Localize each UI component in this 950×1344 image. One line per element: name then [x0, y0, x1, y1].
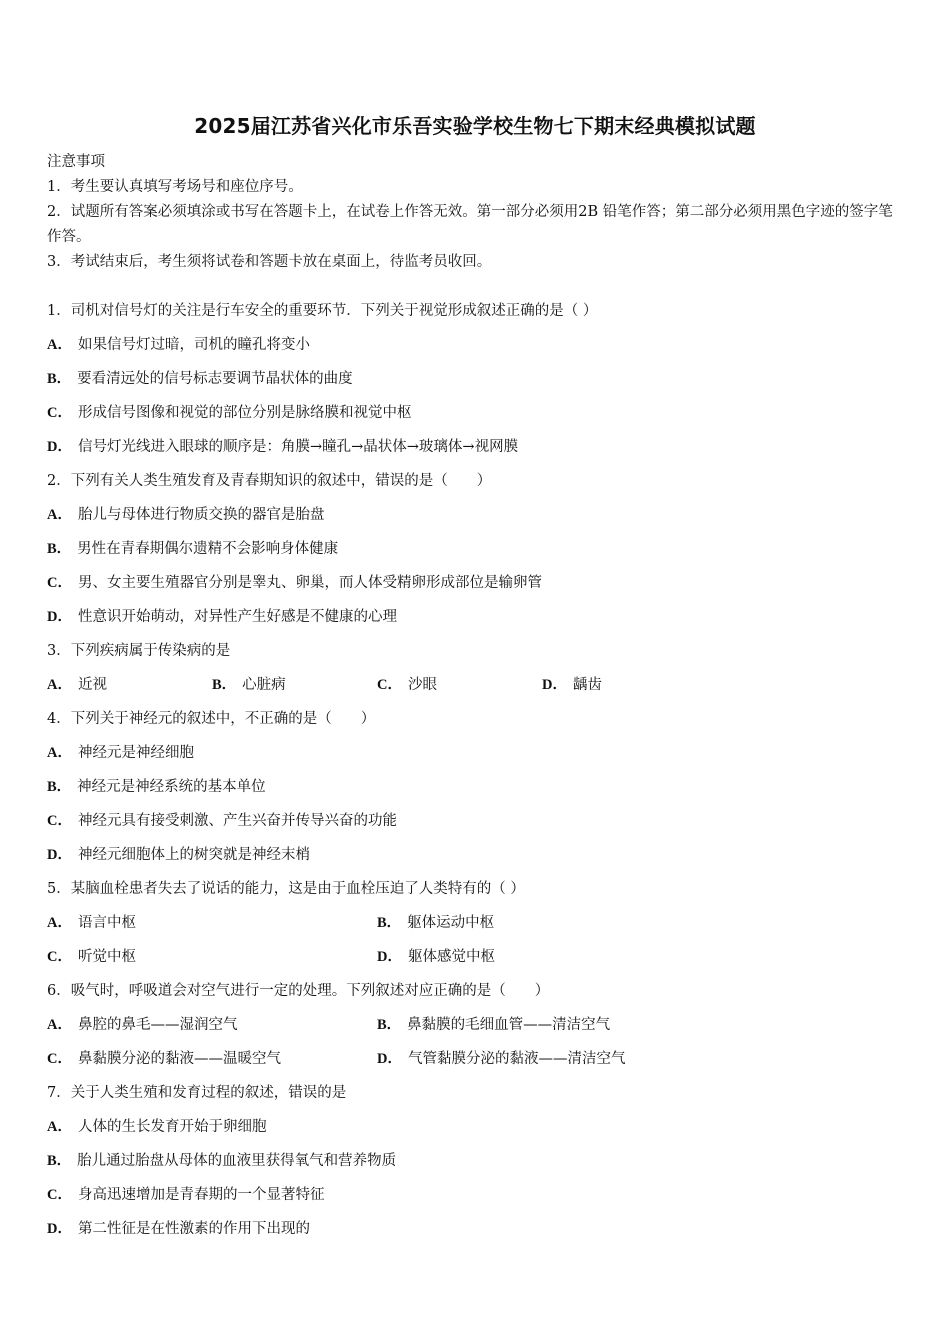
page-title: 2025届江苏省兴化市乐吾实验学校生物七下期末经典模拟试题 [194, 114, 756, 138]
option [377, 1011, 707, 1045]
option-text: 鼻腔的鼻毛——湿润空气 [77, 1017, 238, 1033]
option-text: 如果信号灯过暗，司机的瞳孔将变小 [77, 337, 310, 353]
option-label: C． [47, 575, 72, 591]
option-label: D． [377, 949, 402, 965]
question-stem: 7．关于人类生殖和发育过程的叙述，错误的是 [47, 1085, 347, 1101]
option [212, 671, 377, 705]
notice-heading: 注意事项 [47, 154, 105, 170]
option-row [47, 943, 907, 977]
option-label: B． [212, 677, 237, 693]
option-label: D． [47, 439, 72, 455]
option-label: A． [47, 1119, 72, 1135]
option-label: A． [47, 507, 72, 523]
option-label: B． [47, 371, 72, 387]
option [47, 1181, 907, 1215]
option [47, 1147, 907, 1181]
option-text: 神经元是神经系统的基本单位 [77, 779, 266, 795]
option-text: 气管黏膜分泌的黏液——清洁空气 [407, 1051, 626, 1067]
option-text: 神经元具有接受刺激、产生兴奋并传导兴奋的功能 [77, 813, 397, 829]
question-list [47, 297, 907, 1249]
notice-section [47, 150, 907, 275]
option-text: 身高迅速增加是青春期的一个显著特征 [77, 1187, 325, 1203]
option-text: 男性在青春期偶尔遗精不会影响身体健康 [77, 541, 339, 557]
option-row [47, 1011, 907, 1045]
option-label: C． [47, 1051, 72, 1067]
option-text: 胎儿与母体进行物质交换的器官是胎盘 [77, 507, 325, 523]
option-text: 信号灯光线进入眼球的顺序是：角膜→瞳孔→晶状体→玻璃体→视网膜 [77, 439, 519, 455]
option-text: 第二性征是在性激素的作用下出现的 [77, 1221, 310, 1237]
option-label: D． [47, 1221, 72, 1237]
option [47, 1215, 907, 1249]
option [47, 1113, 907, 1147]
option-label: B． [377, 915, 402, 931]
option [377, 1045, 707, 1079]
option-text: 鼻黏膜的毛细血管——清洁空气 [407, 1017, 611, 1033]
question-stem: 4．下列关于神经元的叙述中，不正确的是（ ） [47, 711, 376, 727]
option-label: D． [542, 677, 567, 693]
option [47, 501, 907, 535]
option [542, 671, 707, 705]
option-text: 胎儿通过胎盘从母体的血液里获得氧气和营养物质 [77, 1153, 397, 1169]
option-text: 鼻黏膜分泌的黏液——温暖空气 [77, 1051, 281, 1067]
option-label: C． [47, 949, 72, 965]
question-stem: 6．吸气时，呼吸道会对空气进行一定的处理。下列叙述对应正确的是（ ） [47, 983, 550, 999]
option [377, 909, 707, 943]
option-text: 沙眼 [407, 677, 437, 693]
option [47, 909, 377, 943]
option-label: C． [47, 405, 72, 421]
option-text: 躯体运动中枢 [407, 915, 495, 931]
option [47, 841, 907, 875]
option-label: A． [47, 677, 72, 693]
option-text: 心脏病 [242, 677, 286, 693]
option-row [47, 909, 907, 943]
option-label: C． [377, 677, 402, 693]
option [47, 943, 377, 977]
option [47, 331, 907, 365]
notice-item: 1．考生要认真填写考场号和座位序号。 [47, 179, 303, 195]
option-label: A． [47, 1017, 72, 1033]
option [47, 399, 907, 433]
option-text: 性意识开始萌动，对异性产生好感是不健康的心理 [77, 609, 397, 625]
option [47, 671, 212, 705]
option-text: 躯体感觉中枢 [407, 949, 495, 965]
question-stem: 3．下列疾病属于传染病的是 [47, 643, 231, 659]
notice-item: 3．考试结束后，考生须将试卷和答题卡放在桌面上，待监考员收回。 [47, 254, 492, 270]
option-text: 语言中枢 [77, 915, 136, 931]
option-text: 听觉中枢 [77, 949, 136, 965]
option-text: 神经元是神经细胞 [77, 745, 194, 761]
option [47, 535, 907, 569]
question-stem: 1．司机对信号灯的关注是行车安全的重要环节．下列关于视觉形成叙述正确的是（ ） [47, 303, 598, 319]
option-text: 人体的生长发育开始于卵细胞 [77, 1119, 267, 1135]
option [47, 773, 907, 807]
question-stem: 2．下列有关人类生殖发育及青春期知识的叙述中，错误的是（ ） [47, 473, 492, 489]
option-label: B． [377, 1017, 402, 1033]
option [47, 433, 907, 467]
option [47, 807, 907, 841]
option [47, 739, 907, 773]
option-row [47, 1045, 907, 1079]
option-text: 要看清远处的信号标志要调节晶状体的曲度 [77, 371, 353, 387]
question-stem: 5．某脑血栓患者失去了说话的能力，这是由于血栓压迫了人类特有的（ ） [47, 881, 525, 897]
option-label: C． [47, 1187, 72, 1203]
option-text: 近视 [77, 677, 107, 693]
option-text: 男、女主要生殖器官分别是睾丸、卵巢，而人体受精卵形成部位是输卵管 [77, 575, 542, 591]
option-label: B． [47, 779, 72, 795]
option-text: 形成信号图像和视觉的部位分别是脉络膜和视觉中枢 [77, 405, 412, 421]
option [47, 1045, 377, 1079]
option-label: B． [47, 541, 72, 557]
notice-item: 2．试题所有答案必须填涂或书写在答题卡上，在试卷上作答无效。第一部分必须用2B 铅笔作答；第二部分必须用黑色字迹的签字笔作答。 [47, 204, 893, 245]
option-label: A． [47, 337, 72, 353]
option-label: C． [47, 813, 72, 829]
option [377, 671, 542, 705]
option-row [47, 671, 907, 705]
option-label: D． [47, 847, 72, 863]
option [377, 943, 707, 977]
option [47, 1011, 377, 1045]
option-label: D． [377, 1051, 402, 1067]
option-label: D． [47, 609, 72, 625]
option-label: A． [47, 745, 72, 761]
option [47, 603, 907, 637]
option [47, 365, 907, 399]
option [47, 569, 907, 603]
option-text: 龋齿 [572, 677, 602, 693]
option-label: B． [47, 1153, 72, 1169]
option-text: 神经元细胞体上的树突就是神经末梢 [77, 847, 310, 863]
option-label: A． [47, 915, 72, 931]
